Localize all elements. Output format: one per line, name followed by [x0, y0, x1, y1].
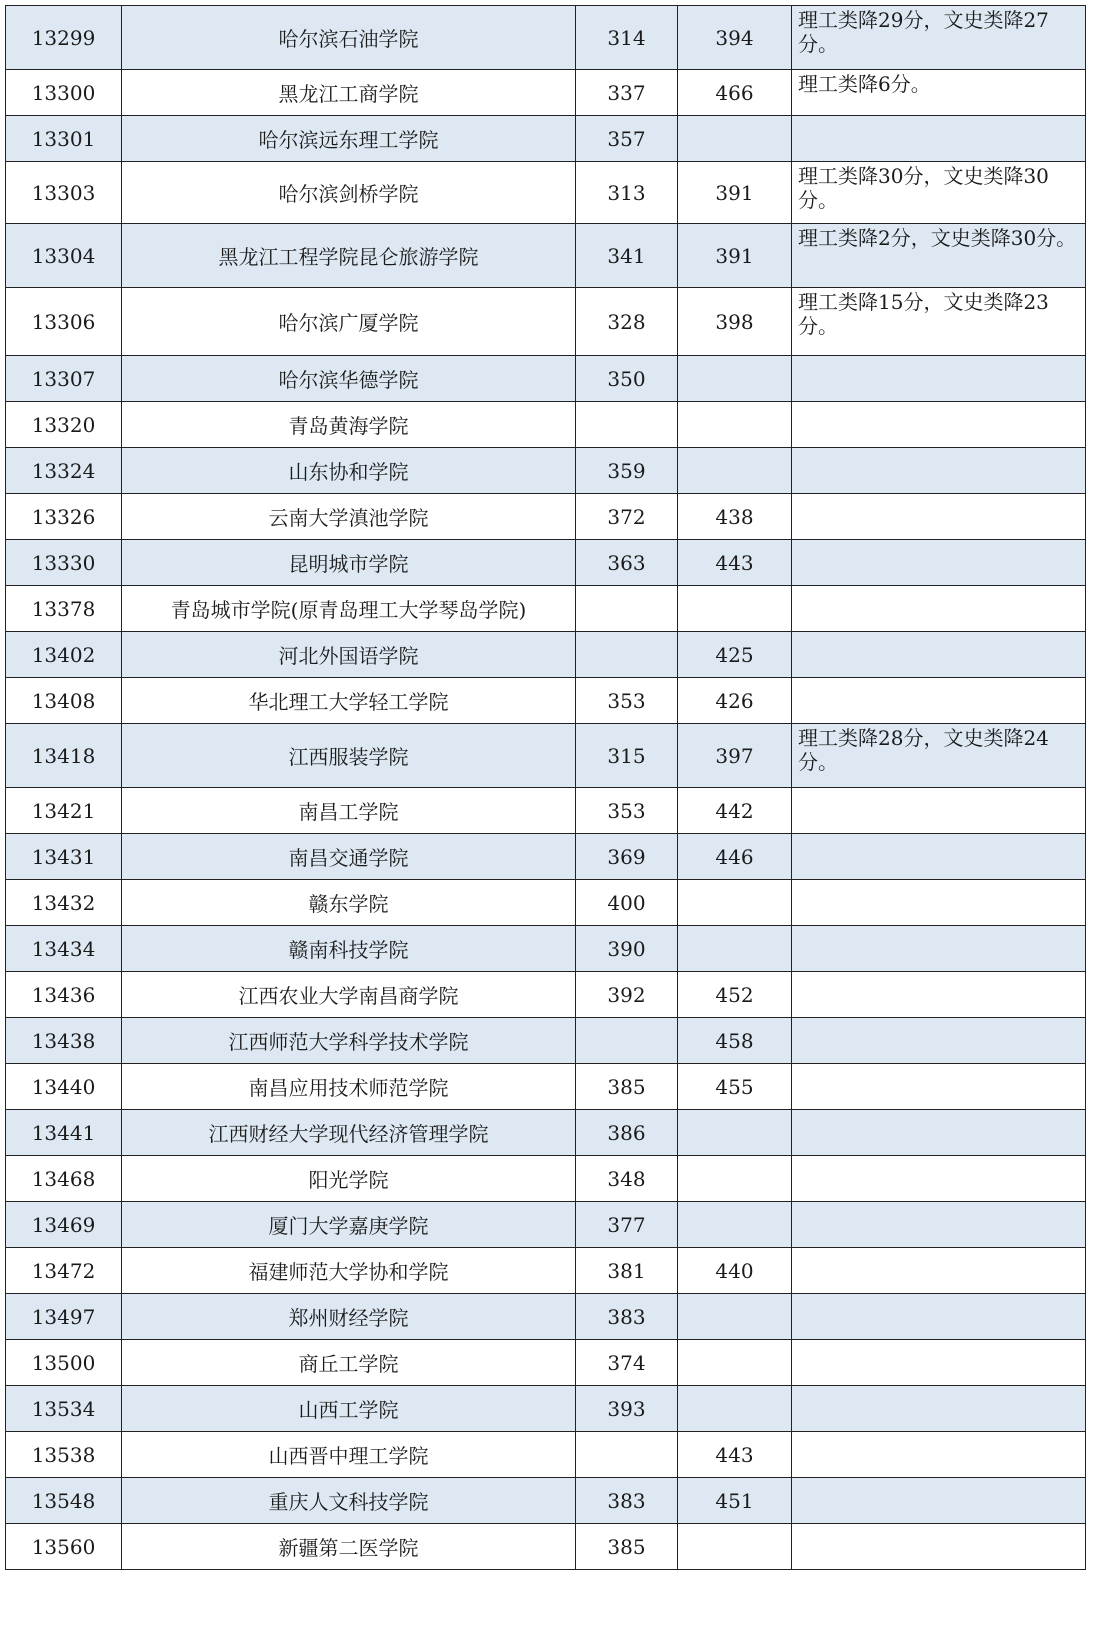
- school-code-cell: 13326: [6, 494, 122, 540]
- note-cell: 理工类降2分，文史类降30分。: [792, 224, 1086, 288]
- school-name-cell: 江西农业大学南昌商学院: [122, 972, 576, 1018]
- score-b-cell: 394: [678, 6, 792, 70]
- note-cell: [792, 494, 1086, 540]
- school-name-cell: 阳光学院: [122, 1156, 576, 1202]
- note-cell: [792, 586, 1086, 632]
- score-a-cell: 315: [576, 724, 678, 788]
- school-name-cell: 河北外国语学院: [122, 632, 576, 678]
- score-b-cell: 466: [678, 70, 792, 116]
- table-row: [6, 1018, 1086, 1064]
- school-code-cell: 13306: [6, 288, 122, 356]
- school-code-cell: 13440: [6, 1064, 122, 1110]
- note-cell: 理工类降28分，文史类降24分。: [792, 724, 1086, 788]
- table-row: [6, 834, 1086, 880]
- score-b-cell: 440: [678, 1248, 792, 1294]
- score-a-cell: 372: [576, 494, 678, 540]
- score-a-cell: 359: [576, 448, 678, 494]
- score-b-cell: [678, 1202, 792, 1248]
- score-b-cell: 443: [678, 1432, 792, 1478]
- school-code-cell: 13431: [6, 834, 122, 880]
- table-row: [6, 724, 1086, 788]
- school-code-cell: 13441: [6, 1110, 122, 1156]
- note-cell: 理工类降30分，文史类降30分。: [792, 162, 1086, 224]
- score-b-cell: [678, 1386, 792, 1432]
- school-name-cell: 华北理工大学轻工学院: [122, 678, 576, 724]
- table-row: [6, 926, 1086, 972]
- school-code-cell: 13299: [6, 6, 122, 70]
- note-cell: [792, 926, 1086, 972]
- note-cell: [792, 1432, 1086, 1478]
- score-a-cell: 390: [576, 926, 678, 972]
- score-a-cell: 353: [576, 678, 678, 724]
- school-name-cell: 福建师范大学协和学院: [122, 1248, 576, 1294]
- score-a-cell: 393: [576, 1386, 678, 1432]
- table-row: [6, 1524, 1086, 1570]
- school-name-cell: 青岛城市学院(原青岛理工大学琴岛学院): [122, 586, 576, 632]
- note-cell: [792, 1294, 1086, 1340]
- note-cell: 理工类降15分，文史类降23分。: [792, 288, 1086, 356]
- table-row: [6, 70, 1086, 116]
- table-row: [6, 540, 1086, 586]
- score-a-cell: [576, 586, 678, 632]
- score-b-cell: 446: [678, 834, 792, 880]
- school-name-cell: 商丘工学院: [122, 1340, 576, 1386]
- score-table-container: [5, 5, 1086, 1570]
- score-a-cell: 386: [576, 1110, 678, 1156]
- score-a-cell: [576, 1432, 678, 1478]
- school-code-cell: 13436: [6, 972, 122, 1018]
- score-a-cell: 374: [576, 1340, 678, 1386]
- school-code-cell: 13330: [6, 540, 122, 586]
- school-code-cell: 13418: [6, 724, 122, 788]
- score-a-cell: 383: [576, 1294, 678, 1340]
- table-row: [6, 1248, 1086, 1294]
- school-code-cell: 13560: [6, 1524, 122, 1570]
- score-b-cell: 391: [678, 224, 792, 288]
- note-cell: [792, 402, 1086, 448]
- school-code-cell: 13301: [6, 116, 122, 162]
- score-b-cell: [678, 1340, 792, 1386]
- score-b-cell: [678, 1110, 792, 1156]
- note-cell: [792, 1064, 1086, 1110]
- score-a-cell: 369: [576, 834, 678, 880]
- school-code-cell: 13434: [6, 926, 122, 972]
- school-code-cell: 13469: [6, 1202, 122, 1248]
- note-cell: [792, 972, 1086, 1018]
- note-cell: [792, 1018, 1086, 1064]
- table-row: [6, 116, 1086, 162]
- table-row: [6, 972, 1086, 1018]
- note-cell: [792, 1156, 1086, 1202]
- score-table: [5, 5, 1086, 1570]
- school-name-cell: 昆明城市学院: [122, 540, 576, 586]
- table-row: [6, 224, 1086, 288]
- score-a-cell: 381: [576, 1248, 678, 1294]
- table-row: [6, 1064, 1086, 1110]
- score-b-cell: [678, 1524, 792, 1570]
- score-b-cell: 398: [678, 288, 792, 356]
- table-row: [6, 6, 1086, 70]
- school-name-cell: 南昌交通学院: [122, 834, 576, 880]
- school-name-cell: 江西财经大学现代经济管理学院: [122, 1110, 576, 1156]
- table-row: [6, 1156, 1086, 1202]
- school-code-cell: 13408: [6, 678, 122, 724]
- school-code-cell: 13402: [6, 632, 122, 678]
- school-name-cell: 江西师范大学科学技术学院: [122, 1018, 576, 1064]
- score-a-cell: [576, 1018, 678, 1064]
- table-row: [6, 632, 1086, 678]
- score-b-cell: 438: [678, 494, 792, 540]
- table-row: [6, 1294, 1086, 1340]
- school-code-cell: 13472: [6, 1248, 122, 1294]
- table-row: [6, 356, 1086, 402]
- school-name-cell: 江西服装学院: [122, 724, 576, 788]
- school-name-cell: 哈尔滨华德学院: [122, 356, 576, 402]
- note-cell: [792, 632, 1086, 678]
- score-b-cell: 442: [678, 788, 792, 834]
- school-code-cell: 13421: [6, 788, 122, 834]
- score-b-cell: [678, 926, 792, 972]
- school-code-cell: 13468: [6, 1156, 122, 1202]
- table-row: [6, 1110, 1086, 1156]
- score-b-cell: [678, 1294, 792, 1340]
- note-cell: [792, 1478, 1086, 1524]
- table-row: [6, 1386, 1086, 1432]
- score-a-cell: 313: [576, 162, 678, 224]
- score-b-cell: [678, 1156, 792, 1202]
- school-code-cell: 13548: [6, 1478, 122, 1524]
- score-table-body: [6, 6, 1086, 1570]
- school-name-cell: 郑州财经学院: [122, 1294, 576, 1340]
- score-a-cell: 377: [576, 1202, 678, 1248]
- table-row: [6, 448, 1086, 494]
- score-a-cell: 400: [576, 880, 678, 926]
- school-name-cell: 哈尔滨广厦学院: [122, 288, 576, 356]
- school-code-cell: 13378: [6, 586, 122, 632]
- note-cell: [792, 1110, 1086, 1156]
- score-b-cell: [678, 116, 792, 162]
- score-a-cell: 314: [576, 6, 678, 70]
- note-cell: [792, 1340, 1086, 1386]
- note-cell: [792, 540, 1086, 586]
- score-b-cell: [678, 880, 792, 926]
- score-b-cell: [678, 402, 792, 448]
- score-b-cell: [678, 586, 792, 632]
- school-name-cell: 厦门大学嘉庚学院: [122, 1202, 576, 1248]
- score-b-cell: 426: [678, 678, 792, 724]
- school-code-cell: 13320: [6, 402, 122, 448]
- table-row: [6, 880, 1086, 926]
- score-b-cell: 452: [678, 972, 792, 1018]
- school-name-cell: 云南大学滇池学院: [122, 494, 576, 540]
- table-row: [6, 1202, 1086, 1248]
- score-a-cell: 383: [576, 1478, 678, 1524]
- score-a-cell: 353: [576, 788, 678, 834]
- table-row: [6, 678, 1086, 724]
- score-a-cell: 363: [576, 540, 678, 586]
- school-name-cell: 重庆人文科技学院: [122, 1478, 576, 1524]
- note-cell: [792, 788, 1086, 834]
- table-row: [6, 1340, 1086, 1386]
- score-b-cell: 451: [678, 1478, 792, 1524]
- score-b-cell: [678, 356, 792, 402]
- table-row: [6, 402, 1086, 448]
- school-name-cell: 山西工学院: [122, 1386, 576, 1432]
- school-code-cell: 13303: [6, 162, 122, 224]
- school-code-cell: 13432: [6, 880, 122, 926]
- score-b-cell: 397: [678, 724, 792, 788]
- score-a-cell: 392: [576, 972, 678, 1018]
- table-row: [6, 788, 1086, 834]
- score-b-cell: [678, 448, 792, 494]
- score-a-cell: 341: [576, 224, 678, 288]
- school-code-cell: 13497: [6, 1294, 122, 1340]
- school-name-cell: 青岛黄海学院: [122, 402, 576, 448]
- table-row: [6, 1478, 1086, 1524]
- school-name-cell: 南昌应用技术师范学院: [122, 1064, 576, 1110]
- note-cell: [792, 1248, 1086, 1294]
- note-cell: [792, 1386, 1086, 1432]
- school-code-cell: 13324: [6, 448, 122, 494]
- table-row: [6, 162, 1086, 224]
- school-name-cell: 哈尔滨石油学院: [122, 6, 576, 70]
- school-code-cell: 13304: [6, 224, 122, 288]
- score-a-cell: [576, 632, 678, 678]
- note-cell: [792, 356, 1086, 402]
- score-a-cell: 350: [576, 356, 678, 402]
- table-row: [6, 586, 1086, 632]
- school-name-cell: 南昌工学院: [122, 788, 576, 834]
- school-name-cell: 哈尔滨剑桥学院: [122, 162, 576, 224]
- school-code-cell: 13300: [6, 70, 122, 116]
- score-a-cell: [576, 402, 678, 448]
- score-a-cell: 328: [576, 288, 678, 356]
- school-code-cell: 13534: [6, 1386, 122, 1432]
- score-b-cell: 391: [678, 162, 792, 224]
- score-a-cell: 337: [576, 70, 678, 116]
- note-cell: [792, 1524, 1086, 1570]
- school-name-cell: 山东协和学院: [122, 448, 576, 494]
- note-cell: 理工类降29分，文史类降27分。: [792, 6, 1086, 70]
- score-a-cell: 357: [576, 116, 678, 162]
- note-cell: 理工类降6分。: [792, 70, 1086, 116]
- school-name-cell: 黑龙江工程学院昆仑旅游学院: [122, 224, 576, 288]
- table-row: [6, 288, 1086, 356]
- score-b-cell: 458: [678, 1018, 792, 1064]
- score-b-cell: 443: [678, 540, 792, 586]
- table-row: [6, 494, 1086, 540]
- school-name-cell: 赣南科技学院: [122, 926, 576, 972]
- score-b-cell: 425: [678, 632, 792, 678]
- school-name-cell: 赣东学院: [122, 880, 576, 926]
- note-cell: [792, 1202, 1086, 1248]
- note-cell: [792, 116, 1086, 162]
- school-name-cell: 黑龙江工商学院: [122, 70, 576, 116]
- note-cell: [792, 834, 1086, 880]
- school-name-cell: 哈尔滨远东理工学院: [122, 116, 576, 162]
- school-code-cell: 13307: [6, 356, 122, 402]
- school-name-cell: 山西晋中理工学院: [122, 1432, 576, 1478]
- school-name-cell: 新疆第二医学院: [122, 1524, 576, 1570]
- note-cell: [792, 678, 1086, 724]
- note-cell: [792, 880, 1086, 926]
- score-a-cell: 385: [576, 1524, 678, 1570]
- note-cell: [792, 448, 1086, 494]
- score-b-cell: 455: [678, 1064, 792, 1110]
- school-code-cell: 13438: [6, 1018, 122, 1064]
- score-a-cell: 385: [576, 1064, 678, 1110]
- school-code-cell: 13500: [6, 1340, 122, 1386]
- score-a-cell: 348: [576, 1156, 678, 1202]
- school-code-cell: 13538: [6, 1432, 122, 1478]
- table-row: [6, 1432, 1086, 1478]
